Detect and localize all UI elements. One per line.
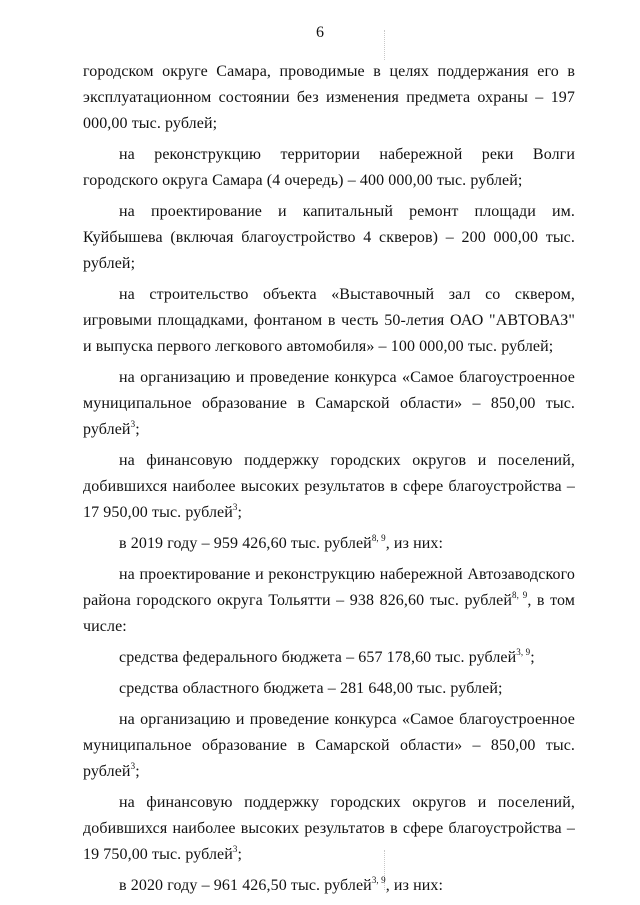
- paragraph: на финансовую поддержку городских округов и поселений, добившихся наиболее высоких результатов в сфере благоустройства – 17 950,00 тыс. рублей$^3$;: [83, 452, 575, 521]
- footnote-ref: 3, 9: [516, 647, 531, 657]
- footnote-ref: 3, 9: [371, 875, 386, 885]
- paragraph: средства федерального бюджета – 657 178,60 тыс. рублей$^{3, 9}$;: [119, 647, 535, 666]
- footnote-ref: 8, 9: [371, 533, 386, 543]
- footnote-ref: 3: [130, 761, 136, 771]
- paragraph: средства областного бюджета – 281 648,00 тыс. рублей;: [119, 680, 503, 697]
- paragraph: на проектирование и капитальный ремонт площади им. Куйбышева (включая благоустройство 4 скверов) – 200 000,00 тыс. рублей;: [83, 203, 575, 272]
- footnote-ref: 3: [232, 844, 238, 854]
- paragraph: на реконструкцию территории набережной реки Волги городского округа Самара (4 очередь) – 400 000,00 тыс. рублей;: [83, 146, 575, 189]
- footnote-ref: 3: [130, 419, 136, 429]
- paragraph: на организацию и проведение конкурса «Самое благоустроенное муниципальное образование в Самарской области» – 850,00 тыс. рублей$^3$;: [83, 369, 575, 438]
- paragraph: в 2020 году – 961 426,50 тыс. рублей$^{3, 9}$, из них:: [119, 875, 444, 894]
- paragraph: на финансовую поддержку городских округов и поселений, добившихся наиболее высоких результатов в сфере благоустройства – 19 750,00 тыс. рублей$^3$;: [83, 794, 575, 863]
- paragraph: городском округе Самара, проводимые в целях поддержания его в эксплуатационном состоянии без изменения предмета охраны – 197 000,00 тыс. рублей;: [83, 63, 575, 132]
- footnote-ref: 3: [232, 502, 238, 512]
- paragraph: на строительство объекта «Выставочный зал со сквером, игровыми площадками, фонтаном в честь 50-летия ОАО "АВТОВАЗ" и выпуска первого легкового автомобиля» – 100 000,00 тыс. рублей;: [83, 286, 575, 355]
- paragraph: на проектирование и реконструкцию набережной Автозаводского района городского округа Тольятти – 938 826,60 тыс. рублей$^{8, 9}$, в том числе:: [83, 566, 575, 635]
- page-number: 6: [316, 24, 324, 41]
- document-body: [83, 59, 575, 904]
- paragraph: в 2019 году – 959 426,60 тыс. рублей$^{8, 9}$, из них:: [119, 533, 444, 552]
- scan-edge-mark-top: [384, 30, 386, 60]
- paragraph: на организацию и проведение конкурса «Самое благоустроенное муниципальное образование в Самарской области» – 850,00 тыс. рублей$^3$;: [83, 711, 575, 780]
- footnote-ref: 8, 9: [512, 590, 528, 600]
